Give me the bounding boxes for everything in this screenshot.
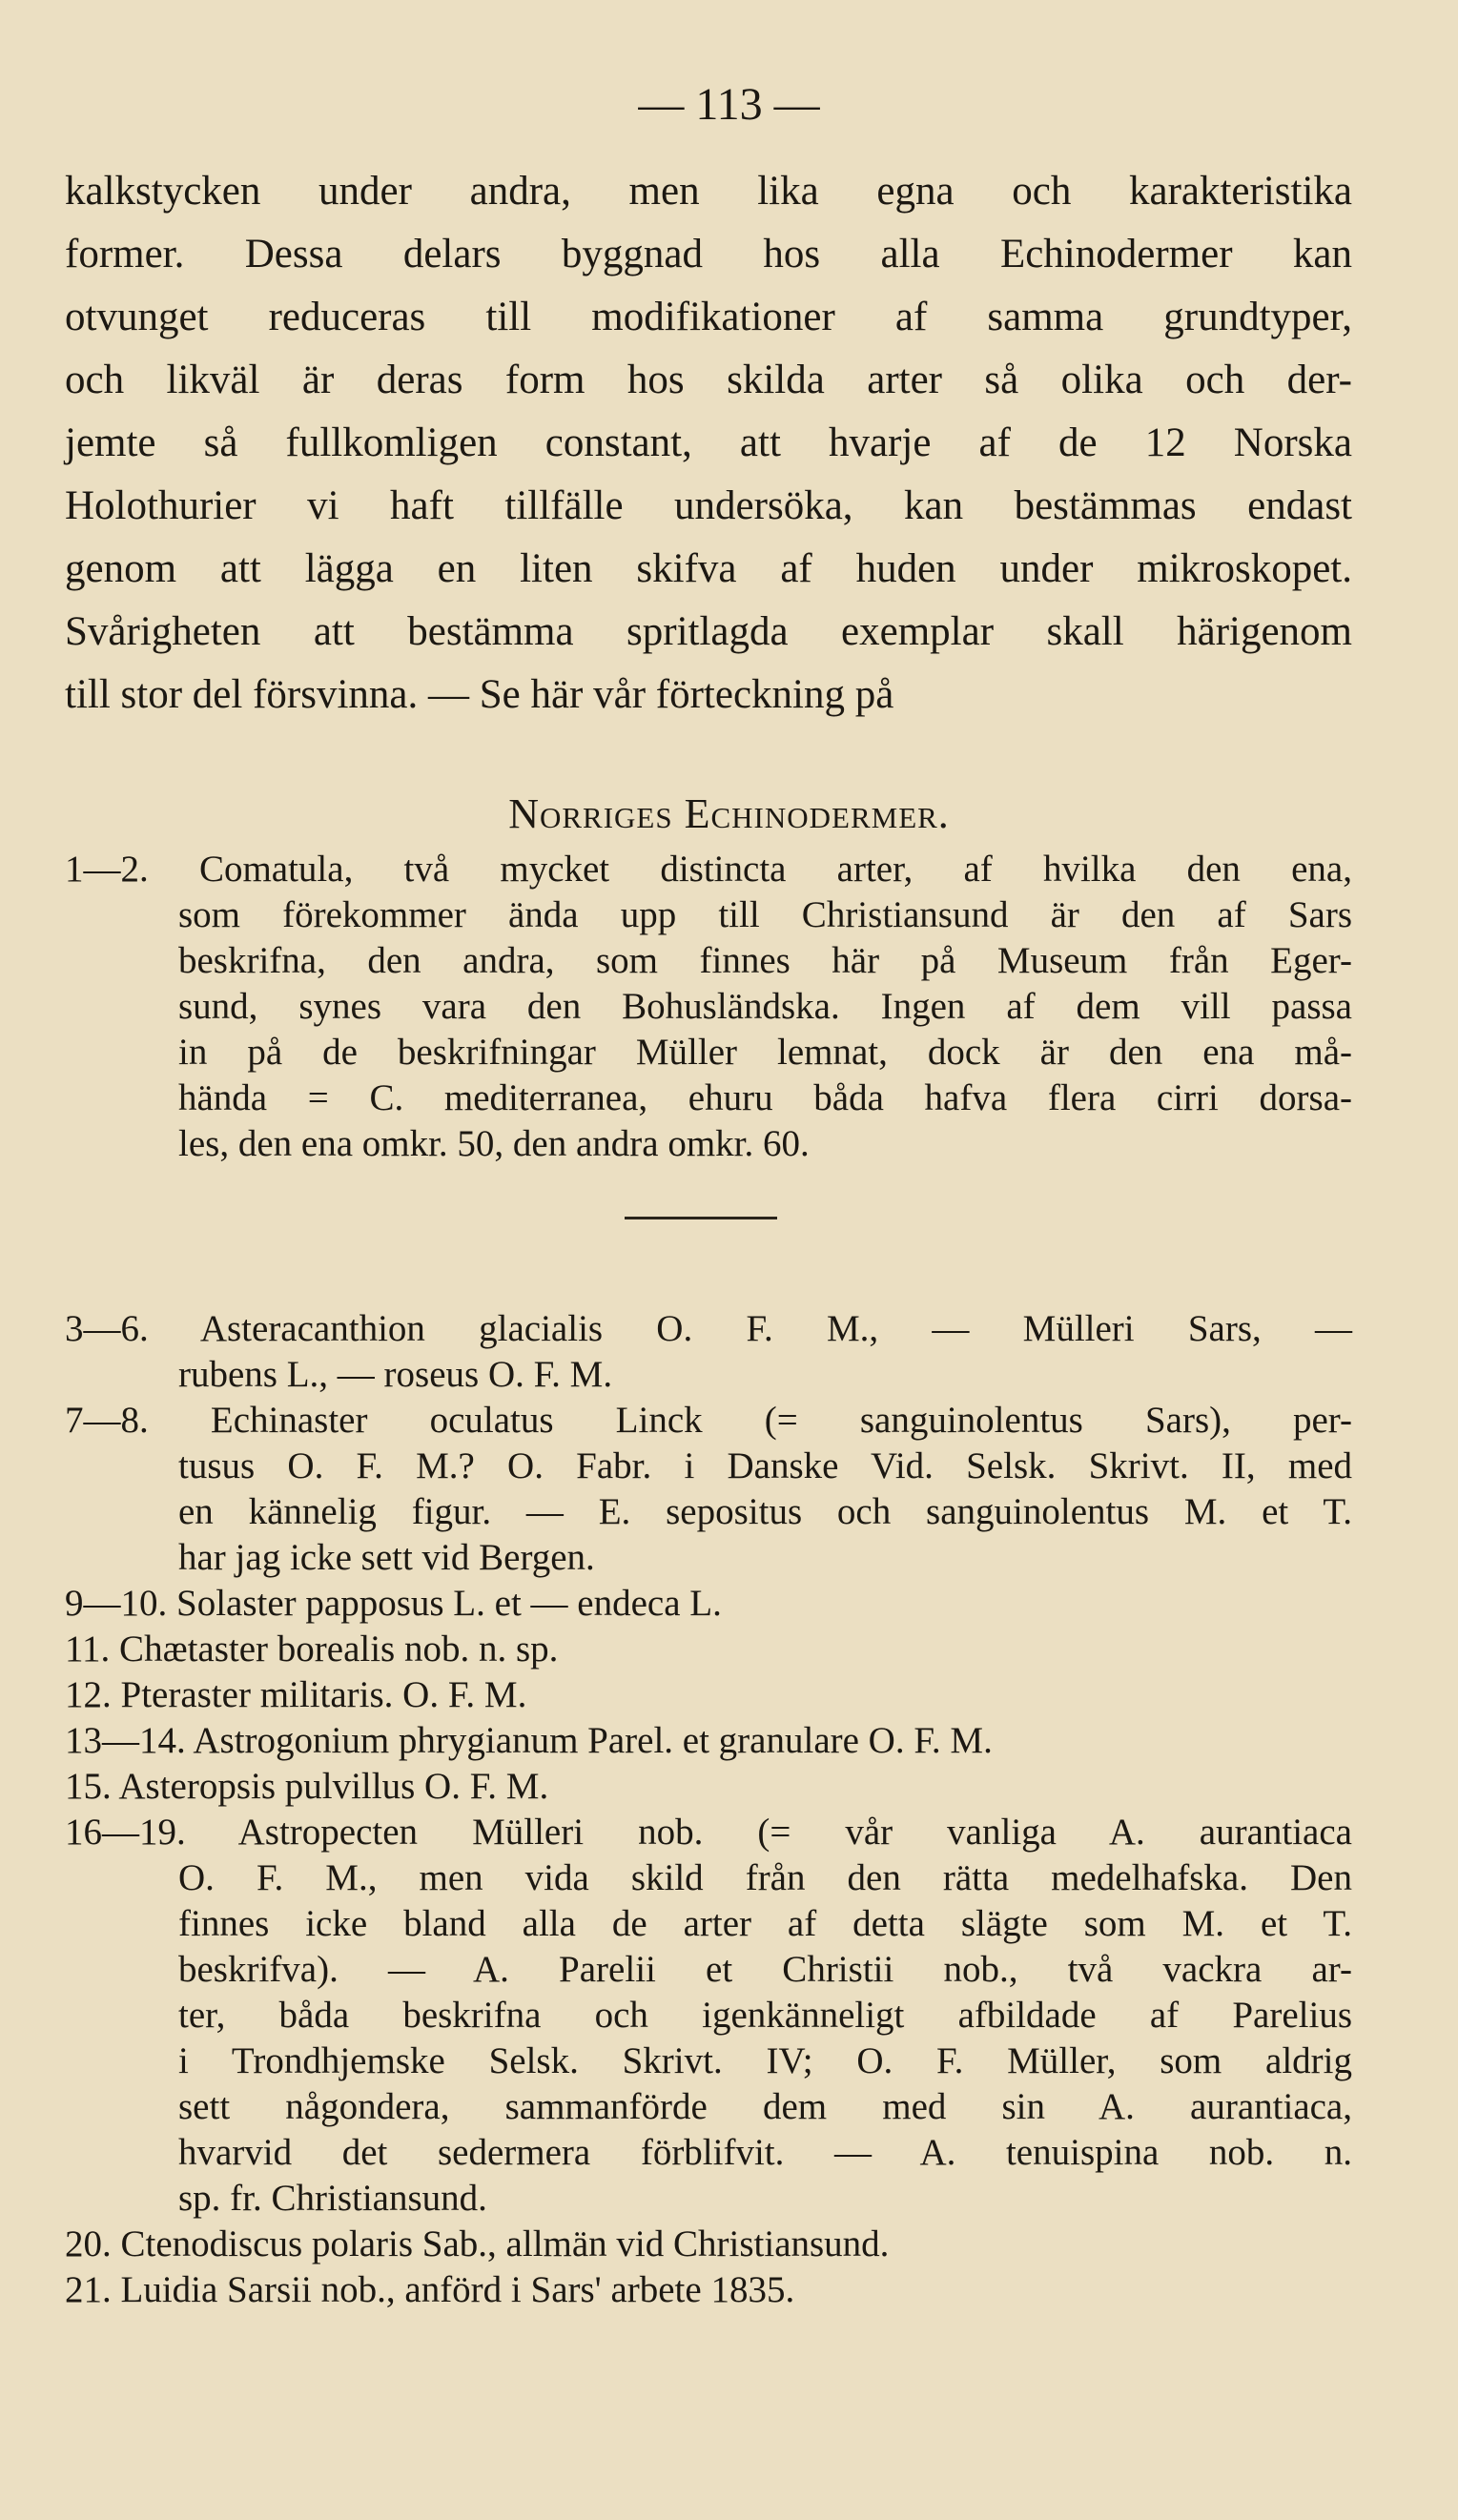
entry-line: beskrifna, den andra, som finnes här på Museum från Eger- [178,940,1352,981]
entry-echinaster [65,1398,1352,1581]
intro-line: Svårigheten att bestämma spritlagda exemplar skall härigenom [65,609,1352,654]
intro-line: kalkstycken under andra, men lika egna och karakteristika [65,169,1352,214]
entry-line: en kännelig figur. — E. sepositus och sanguinolentus M. et T. [178,1491,1352,1532]
entry-chaetaster [65,1627,1352,1672]
entry-line: sund, synes vara den Bohusländska. Ingen af dem vill passa [178,986,1352,1027]
intro-line: genom att lägga en liten skifva af huden under mikroskopet. [65,546,1352,591]
entry-line: sp. fr. Christiansund. [178,2178,487,2219]
entry-line: hvarvid det sedermera förblifvit. — A. tenuispina nob. n. [178,2132,1352,2173]
entry-pteraster [65,1672,1352,1718]
entry-line: 21. Luidia Sarsii nob., anförd i Sars' arbete 1835. [65,2269,795,2310]
entry-line: les, den ena omkr. 50, den andra omkr. 60. [178,1123,810,1164]
entry-line: 20. Ctenodiscus polaris Sab., allmän vid Christiansund. [65,2223,890,2264]
entries-second [65,1306,1352,2313]
entry-asteropsis [65,1764,1352,1810]
entry-luidia [65,2267,1352,2313]
entry-line: 11. Chætaster borealis nob. n. sp. [65,1629,559,1670]
entries-first [65,847,1352,1167]
entry-line: O. F. M., men vida skild från den rätta medelhafska. Den [178,1857,1352,1898]
entry-line: beskrifva). — A. Parelii et Christii nob., två vackra ar- [178,1949,1352,1990]
entry-line: som förekommer ända upp till Christiansund är den af Sars [178,894,1352,935]
entry-astrogonium [65,1718,1352,1764]
intro-paragraph [65,160,1352,727]
entry-line: tusus O. F. M.? O. Fabr. i Danske Vid. Selsk. Skrivt. II, med [178,1445,1352,1486]
page-number: — 113 — [638,79,820,130]
entry-line: 3—6. Asteracanthion glacialis O. F. M., — Mülleri Sars, — [65,1308,1352,1349]
entry-line: i Trondhjemske Selsk. Skrivt. IV; O. F. Müller, som aldrig [178,2040,1352,2081]
section-title: Norriges Echinodermer. [508,790,950,837]
section-divider [625,1217,777,1219]
intro-line: och likväl är deras form hos skilda arter så olika och der- [65,358,1352,402]
entry-line: 13—14. Astrogonium phrygianum Parel. et granulare O. F. M. [65,1720,993,1761]
entry-line: in på de beskrifningar Müller lemnat, dock är den ena må- [178,1032,1352,1073]
entry-astropecten [65,1810,1352,2222]
entry-line: 1—2. Comatula, två mycket distincta arter, af hvilka den ena, [65,849,1352,890]
intro-line: otvunget reduceras till modifikationer af samma grundtyper, [65,295,1352,339]
intro-line: Holothurier vi haft tillfälle undersöka, kan bestämmas endast [65,483,1352,528]
entry-line: 9—10. Solaster papposus L. et — endeca L. [65,1583,722,1624]
intro-line: jemte så fullkomligen constant, att hvarje af de 12 Norska [65,420,1352,465]
entry-line: finnes icke bland alla de arter af detta slägte som M. et T. [178,1903,1352,1944]
intro-line: till stor del försvinna. — Se här vår förteckning på [65,672,894,717]
entry-line: hända = C. mediterranea, ehuru båda hafva flera cirri dorsa- [178,1077,1352,1118]
entry-line: 7—8. Echinaster oculatus Linck (= sanguinolentus Sars), per- [65,1400,1352,1441]
entry-comatula [65,847,1352,1167]
entry-line: 16—19. Astropecten Mülleri nob. (= vår vanliga A. aurantiaca [65,1812,1352,1853]
entry-line: ter, båda beskrifna och igenkänneligt afbildade af Parelius [178,1995,1352,2036]
entry-line: sett någondera, sammanförde dem med sin A. aurantiaca, [178,2086,1352,2127]
entry-solaster [65,1581,1352,1627]
entry-line: har jag icke sett vid Bergen. [178,1537,595,1578]
entry-line: rubens L., — roseus O. F. M. [178,1354,613,1395]
entry-ctenodiscus [65,2222,1352,2267]
entry-line: 15. Asteropsis pulvillus O. F. M. [65,1766,549,1807]
entry-line: 12. Pteraster militaris. O. F. M. [65,1674,527,1715]
entry-asteracanthion [65,1306,1352,1398]
intro-line: former. Dessa delars byggnad hos alla Echinodermer kan [65,232,1352,277]
